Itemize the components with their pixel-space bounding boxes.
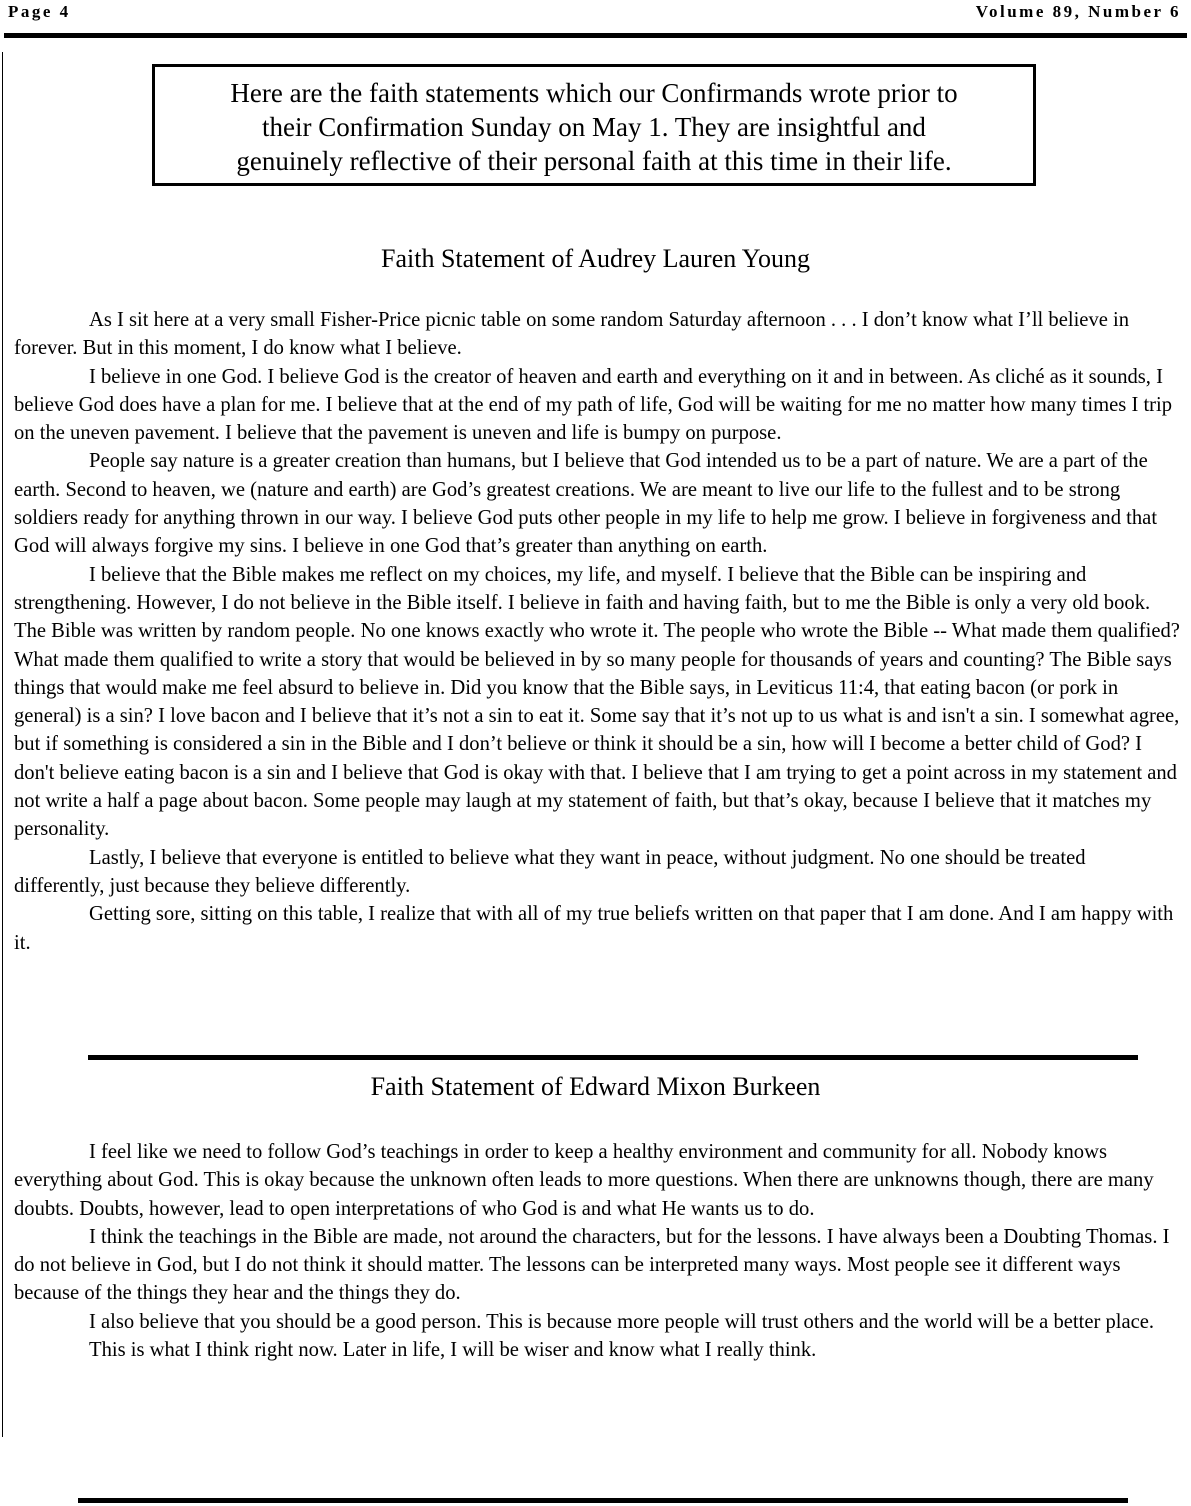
statement-body-edward — [14, 1138, 1180, 1364]
volume-issue-label: Volume 89, Number 6 — [975, 2, 1181, 21]
intro-callout-box — [152, 64, 1036, 186]
statement-paragraph: I think the teachings in the Bible are made, not around the characters, but for the lessons. I have always been a Doubting Thomas. I do not believe in God, but I do not think it should matter. The lessons can be interpreted many ways. Most people see it different ways because of the things they hear and the things they do. — [14, 1225, 1170, 1305]
statement-paragraph: Lastly, I believe that everyone is entitled to believe what they want in peace, without judgment. No one should be treated differently, just because they believe differently. — [14, 846, 1086, 897]
statement-paragraph: People say nature is a greater creation than humans, but I believe that God intended us to be a part of nature. We are a part of the earth. Second to heaven, we (nature and earth) are God’s greatest creations. We are meant to live our life to the fullest and to be strong soldiers ready for anything thrown in our way. I believe God puts other people in my life to help me grow. I believe in forgiveness and that God will always forgive my sins. I believe in one God that’s greater than anything on earth. — [14, 450, 1158, 558]
section-title-audrey: Faith Statement of Audrey Lauren Young — [381, 244, 810, 273]
intro-line: genuinely reflective of their personal faith at this time in their life. — [236, 146, 952, 176]
statement-paragraph: I believe that the Bible makes me reflect on my choices, my life, and myself. I believe that the Bible can be inspiring and strengthening. However, I do not believe in the Bible itself. I believe in faith and having faith, but to me the Bible is only a very old book. The Bible was written by random people. No one knows exactly who wrote it. The people who wrote the Bible -- What made them qualified? What made them qualified to write a story that would be believed in by so many people for thousands of years and counting? The Bible says things that would make me feel absurd to believe in. Did you know that the Bible says, in Leviticus 11:4, that eating bacon (or pork in general) is a sin? I love bacon and I believe that it’s not a sin to eat it. Some say that it’s not up to us what is and isn't a sin. I somewhat agree, but if something is considered a sin in the Bible and I don’t believe or think it should be a sin, how will I become a better child of God? I don't believe eating bacon is a sin and I believe that God is okay with that. I believe that I am trying to get a point across in my statement and not write a half a page about bacon. Some people may laugh at my statement of faith, but that’s okay, because I believe that it matches my personality. — [14, 563, 1180, 841]
statement-paragraph: As I sit here at a very small Fisher-Price picnic table on some random Saturday afternoon . . . I don’t know what I’ll believe in forever. But in this moment, I do know what I believe. — [14, 309, 1130, 360]
section-title-edward: Faith Statement of Edward Mixon Burkeen — [370, 1072, 821, 1101]
page-number: Page 4 — [8, 2, 71, 21]
statement-paragraph: I also believe that you should be a good person. This is because more people will trust others and the world will be a better place. — [89, 1310, 1155, 1333]
statement-paragraph: Getting sore, sitting on this table, I realize that with all of my true beliefs written on that paper that I am done. And I am happy with it. — [14, 903, 1174, 954]
statement-paragraph: This is what I think right now. Later in life, I will be wiser and know what I really think. — [89, 1339, 817, 1362]
statement-paragraph: I believe in one God. I believe God is the creator of heaven and earth and everything on it and in between. As cliché as it sounds, I believe God does have a plan for me. I believe that at the end of my path of life, God will be waiting for me no matter how many times I trip on the uneven pavement. I believe that the pavement is uneven and life is bumpy on purpose. — [14, 365, 1173, 445]
footer-rule — [78, 1498, 1128, 1503]
intro-line: Here are the faith statements which our Confirmands wrote prior to — [230, 78, 958, 108]
header-rule — [4, 33, 1187, 38]
intro-line: their Confirmation Sunday on May 1. They are insightful and — [262, 112, 926, 142]
statement-body-audrey — [14, 306, 1180, 957]
statement-paragraph: I feel like we need to follow God’s teachings in order to keep a healthy environment and community for all. Nobody knows everything about God. This is okay because the unknown often leads to more questions. When there are unknowns though, there are many doubts. Doubts, however, lead to open interpretations of who God is and what He wants us to do. — [14, 1141, 1154, 1220]
section-divider — [88, 1055, 1138, 1060]
